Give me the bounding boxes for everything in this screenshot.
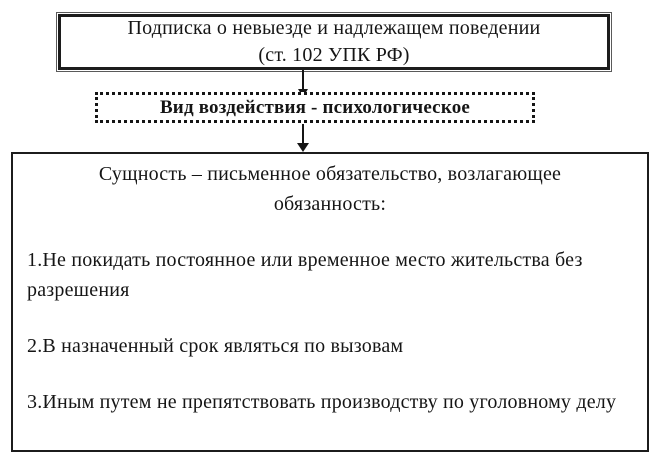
arrow-down-icon bbox=[297, 143, 309, 152]
title-line2: (ст. 102 УПК РФ) bbox=[258, 44, 410, 66]
title-box bbox=[58, 14, 610, 70]
essence-item-2: 2.В назначенный срок являться по вызовам bbox=[27, 335, 404, 357]
title-line1: Подписка о невыезде и надлежащем поведении bbox=[127, 17, 541, 39]
essence-heading: Сущность – письменное обязательство, возлагающее обязанность: bbox=[98, 163, 562, 215]
essence-item-3: 3.Иным путем не препятствовать производству по уголовному делу bbox=[27, 391, 617, 413]
impact-type-label: Вид воздействия - психологическое bbox=[159, 96, 471, 118]
connector-line-bottom bbox=[302, 124, 304, 145]
essence-item-1: 1.Не покидать постоянное или временное место жительства без разрешения bbox=[27, 249, 583, 301]
impact-type-box bbox=[95, 92, 535, 123]
essence-box bbox=[11, 152, 649, 452]
